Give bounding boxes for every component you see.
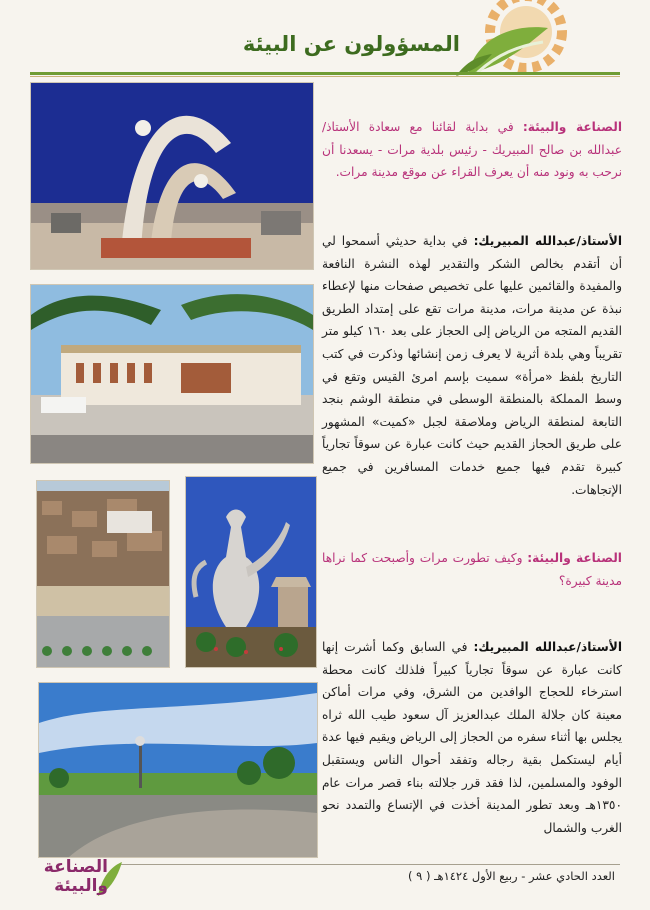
answer-2-label: الأستاذ/عبدالله المبيريك: [473,640,623,654]
footer-logo [38,858,108,896]
photo-dallah-monument [185,476,317,668]
issue-info: العدد الحادي عشر - ربيع الأول ١٤٢٤هـ ( ٩ ) [407,869,615,883]
question-1 [322,116,622,184]
answer-2 [322,636,622,839]
photo-municipality-building [30,284,314,464]
footer-logo-line-1: الصناعة [43,857,108,877]
photo-arch-monument [30,82,314,270]
question-1-label: الصناعة والبيئة: [522,120,622,134]
header-divider-thin [30,76,620,77]
photo-park [38,682,318,858]
answer-1-text: في بداية حديثي أسمحوا لي أن أتقدم بخالص الشكر والتقدير لهذه النشرة النافعة والمفيدة والقائمين عليها على تخصيص صفحات منها لإعطاء نبذة عن مدينة مرات، مدينة مرات تقع على إمتداد الطريق القديم المتجه من الرياض إلى الحجاز على بعد ١٦٠ كيلو متر تقريباً وهي بلدة أثرية لا يعرف زمن إنشائها وذكرت في كتب التاريخ بلفظ «مرأة» سميت بإسم امرئ القيس وتقع في وسط المملكة بالمنطقة الوسطى في منطقة الوشم بنجد التابعة لمنطقة الرياض وملاصقة لجبل «كميت» المشهور على طريق الحجاز القديم حيث كانت عبارة عن سوقاً تجارياً كبيرة تقدم فيها جميع خدمات المسافرين في جميع الإتجاهات. [322,234,622,497]
question-2-text: وكيف تطورت مرات وأصبحت كما نراها مدينة كبيرة؟ [322,551,622,588]
photo-old-town [36,480,170,668]
question-2 [322,547,622,592]
question-2-label: الصناعة والبيئة: [527,551,622,565]
footer-divider [120,864,620,865]
section-title: المسؤولون عن البيئة [242,32,460,56]
header-divider [30,72,620,75]
answer-1-label: الأستاذ/عبدالله المبيريك: [473,234,622,248]
answer-2-text: في السابق وكما أشرت إنها كانت عبارة عن سوقاً تجارياً كبيراً فلذلك كانت محطة استرخاء للحجاج الوافدين من الشرق، وفي مرات أماكن معينة كان جلالة الملك عبدالعزيز آل سعود طيب الله ثراه يجلس بها أثناء سفره من الحجاز إلى الرياض ويقيم فيها عدة أيام ليستكمل بقية رجاله وتفقد أحوال الناس ويستقبل الوفود والمسلمين، لذا فقد قرر جلالته بناء قصر مرات عام ١٣٥٠هـ وبعد تطور المدينة أخذت في الإتساع والتمدد نحو الغرب والشمال [322,640,622,835]
question-1-text: في بداية لقائنا مع سعادة الأستاذ/ عبدالله بن صالح المبيريك - رئيس بلدية مرات - يسعدنا أن نرحب به ونود منه أن يعرف القراء عن موقع مدينة مرات. [322,120,622,180]
answer-1 [322,230,622,501]
footer-logo-line-2: والبيئة [54,876,108,896]
